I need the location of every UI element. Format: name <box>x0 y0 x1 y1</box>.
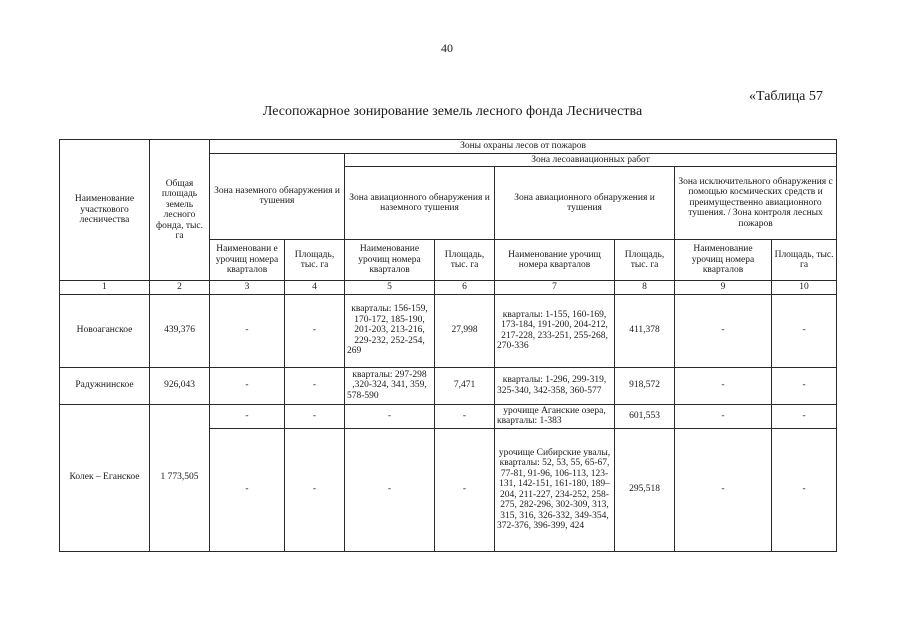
total-area: 439,376 <box>150 294 210 367</box>
header-zone-space: Зона исключительного обнаружения с помощью космических средств и преимущественно авиационного тушения. / Зона контроля лесных пожаров <box>675 167 837 240</box>
cell-value: - <box>675 294 772 367</box>
header-sub-name: Наименование урочищ номера кварталов <box>345 240 435 281</box>
column-number: 1 <box>60 281 150 295</box>
column-number: 6 <box>435 281 495 295</box>
table-row <box>60 294 837 367</box>
header-sub-name: Наименование урочищ номера кварталов <box>675 240 772 281</box>
header-sub-name: Наименовани е урочищ номера кварталов <box>210 240 285 281</box>
column-number: 4 <box>285 281 345 295</box>
cell-value: - <box>772 294 837 367</box>
header-zones-all: Зоны охраны лесов от пожаров <box>210 140 837 154</box>
cell-value: - <box>210 428 285 551</box>
document-title: Лесопожарное зонирование земель лесного фонда Лесничества <box>262 104 643 119</box>
header-sub-area: Площадь, тыс. га <box>615 240 675 281</box>
header-zone-avia-ground: Зона авиационного обнаружения и наземного тушения <box>345 167 495 240</box>
cell-value: - <box>435 404 495 428</box>
header-area: Общая площадь земель лесного фонда, тыс. га <box>150 140 210 281</box>
quarters-list: кварталы: 297-298 ,320-324, 341, 359, 578-590 <box>345 367 435 404</box>
cell-value: - <box>772 367 837 404</box>
header-zone-ground: Зона наземного обнаружения и тушения <box>210 153 345 240</box>
cell-value: - <box>675 367 772 404</box>
quarters-list: кварталы: 1-296, 299-319, 325-340, 342-358, 360-577 <box>495 367 615 404</box>
quarters-list: урочище Аганские озера, кварталы: 1-383 <box>495 404 615 428</box>
cell-value: - <box>772 428 837 551</box>
cell-value: 27,998 <box>435 294 495 367</box>
cell-value: 295,518 <box>615 428 675 551</box>
quarters-list: кварталы: 1-155, 160-169, 173-184, 191-200, 204-212, 217-228, 233-251, 255-268, 270-336 <box>495 294 615 367</box>
column-number: 10 <box>772 281 837 295</box>
column-number: 9 <box>675 281 772 295</box>
cell-value: 918,572 <box>615 367 675 404</box>
cell-value: - <box>210 404 285 428</box>
header-zone-avia: Зона авиационного обнаружения и тушения <box>495 167 675 240</box>
cell-value: - <box>285 428 345 551</box>
header-name: Наименование участкового лесничества <box>60 140 150 281</box>
header-sub-area: Площадь, тыс. га <box>285 240 345 281</box>
column-number: 2 <box>150 281 210 295</box>
forestry-name: Новоаганское <box>60 294 150 367</box>
cell-value: 601,553 <box>615 404 675 428</box>
cell-value: - <box>675 428 772 551</box>
forestry-name: Колек – Еганское <box>60 404 150 551</box>
cell-value: 411,378 <box>615 294 675 367</box>
cell-value: - <box>210 294 285 367</box>
cell-value: - <box>345 404 435 428</box>
quarters-list: урочище Сибирские увалы, кварталы: 52, 53, 55, 65-67, 77-81, 91-96, 106-113, 123-131, 142-151, 161-180, 189– 204, 211-227, 234-252, 258-275, 282-296, 302-309, 313, 315, 316, 326-332, 349-354, 372-376, 396-399, 424 <box>495 428 615 551</box>
table-row <box>60 367 837 404</box>
cell-value: - <box>675 404 772 428</box>
cell-value: - <box>285 294 345 367</box>
table-reference: «Таблица 57 <box>749 89 823 104</box>
column-number: 5 <box>345 281 435 295</box>
total-area: 926,043 <box>150 367 210 404</box>
column-number: 8 <box>615 281 675 295</box>
table-row <box>60 404 837 428</box>
header-sub-name: Наименование урочищ номера кварталов <box>495 240 615 281</box>
page-number: 40 <box>441 41 453 55</box>
quarters-list: кварталы: 156-159, 170-172, 185-190, 201-203, 213-216, 229-232, 252-254, 269 <box>345 294 435 367</box>
cell-value: - <box>345 428 435 551</box>
cell-value: - <box>772 404 837 428</box>
header-sub-area: Площадь, тыс. га <box>435 240 495 281</box>
cell-value: 7,471 <box>435 367 495 404</box>
column-number: 3 <box>210 281 285 295</box>
cell-value: - <box>210 367 285 404</box>
zoning-table <box>59 139 837 552</box>
cell-value: - <box>285 367 345 404</box>
cell-value: - <box>285 404 345 428</box>
header-zone-avia-works: Зона лесоавиационных работ <box>345 153 837 167</box>
header-sub-area: Площадь, тыс. га <box>772 240 837 281</box>
forestry-name: Радужнинское <box>60 367 150 404</box>
cell-value: - <box>435 428 495 551</box>
column-number: 7 <box>495 281 615 295</box>
total-area: 1 773,505 <box>150 404 210 551</box>
